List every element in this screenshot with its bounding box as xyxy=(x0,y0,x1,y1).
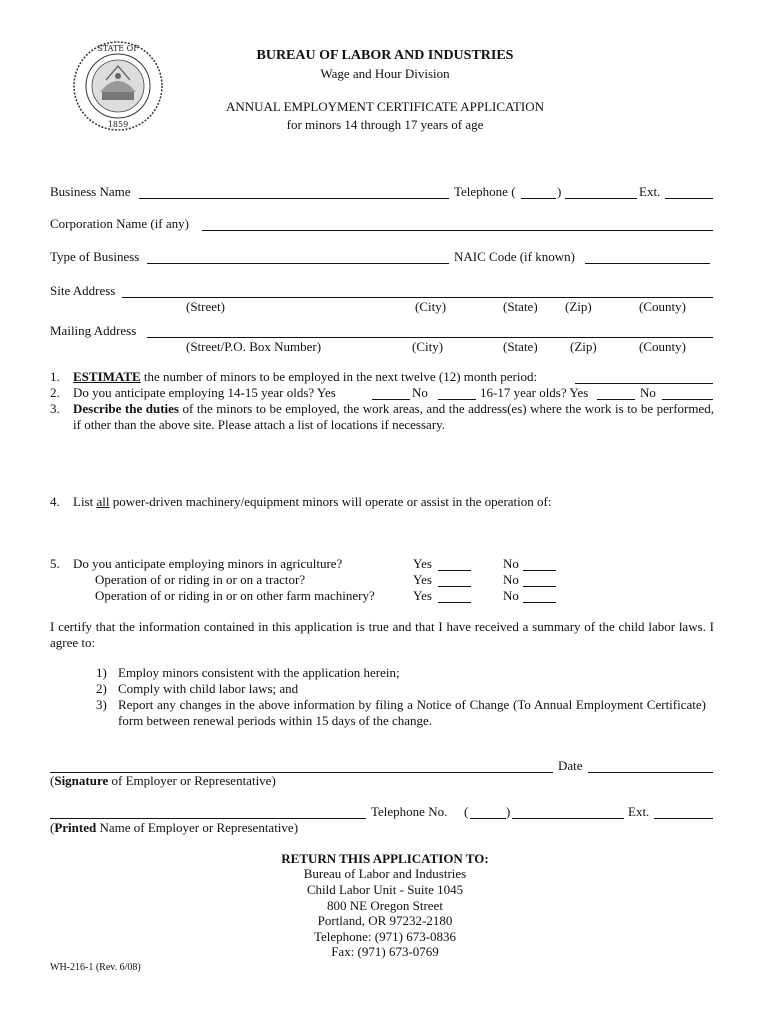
form-subtitle: for minors 14 through 17 years of age xyxy=(286,117,484,132)
q5-row-agriculture-label: Do you anticipate employing minors in agriculture? xyxy=(73,556,343,571)
q5-tractor-no-label: No xyxy=(503,572,519,587)
q1-number: 1. xyxy=(50,369,60,384)
telephone-area-code-field[interactable] xyxy=(521,198,556,199)
printed-name-field[interactable] xyxy=(50,818,366,819)
return-line-bureau: Bureau of Labor and Industries xyxy=(303,866,467,881)
division-title: Wage and Hour Division xyxy=(320,66,450,81)
q5-agriculture-no-field[interactable] xyxy=(523,570,556,571)
printed-ext-field[interactable] xyxy=(654,818,713,819)
mailing-zip-caption: (Zip) xyxy=(570,339,597,354)
q2-yes-14-15-field[interactable] xyxy=(372,399,410,400)
svg-text:1859: 1859 xyxy=(107,120,129,129)
cert-item-3-number: 3) xyxy=(96,697,107,712)
q5-agriculture-yes-label: Yes xyxy=(413,556,432,571)
mailing-county-caption: (County) xyxy=(639,339,686,354)
q2-yes-16-17-field[interactable] xyxy=(597,399,635,400)
return-line-street: 800 NE Oregon Street xyxy=(327,898,443,913)
telephone-no-label: Telephone No. xyxy=(371,804,448,819)
q5-agriculture-yes-field[interactable] xyxy=(438,570,471,571)
signature-caption-paren: ( xyxy=(50,773,55,788)
printed-ext-label: Ext. xyxy=(628,804,650,819)
q1-question: the number of minors to be employed in the next twelve (12) month period: xyxy=(143,369,538,384)
q4-pre: List xyxy=(73,494,94,509)
q2-no-14-15-field[interactable] xyxy=(438,399,476,400)
date-field[interactable] xyxy=(588,772,713,773)
site-city-caption: (City) xyxy=(415,299,447,314)
telephone-label: Telephone ( xyxy=(454,184,516,199)
site-state-caption: (State) xyxy=(503,299,538,314)
site-zip-caption: (Zip) xyxy=(565,299,592,314)
form-title: ANNUAL EMPLOYMENT CERTIFICATE APPLICATION xyxy=(225,99,545,114)
cert-item-1-text: Employ minors consistent with the application herein; xyxy=(118,665,400,680)
q4-answer-area[interactable] xyxy=(73,514,714,554)
printed-caption-paren: ( xyxy=(50,820,55,835)
q1-keyword: ESTIMATE xyxy=(73,369,141,384)
q4-keyword: all xyxy=(96,494,110,509)
q3-text xyxy=(73,401,714,433)
type-of-business-label: Type of Business xyxy=(50,249,140,264)
q3-keyword: Describe the duties xyxy=(73,401,179,416)
telephone-number-field[interactable] xyxy=(565,198,637,199)
printed-name-caption xyxy=(50,820,298,836)
return-line-telephone: Telephone: (971) 673-0836 xyxy=(313,929,457,944)
return-line-fax: Fax: (971) 673-0769 xyxy=(331,944,439,959)
q3-number: 3. xyxy=(50,401,60,416)
cert-item-1-number: 1) xyxy=(96,665,107,680)
q5-machinery-yes-label: Yes xyxy=(413,588,432,603)
q1-text xyxy=(73,369,537,385)
business-name-field[interactable] xyxy=(139,198,449,199)
q4-question: power-driven machinery/equipment minors will operate or assist in the operation of: xyxy=(112,494,552,509)
return-heading: RETURN THIS APPLICATION TO: xyxy=(281,851,489,866)
telephone-paren: ) xyxy=(557,184,562,199)
printed-tel-number-field[interactable] xyxy=(512,818,624,819)
naic-code-field[interactable] xyxy=(585,263,710,264)
q5-machinery-yes-field[interactable] xyxy=(438,602,471,603)
q5-machinery-no-label: No xyxy=(503,588,519,603)
site-address-field[interactable] xyxy=(122,297,713,298)
tel-paren-close: ) xyxy=(506,804,511,819)
ext-field[interactable] xyxy=(665,198,713,199)
q5-row-tractor-label: Operation of or riding in or on a tractor? xyxy=(95,572,306,587)
mailing-address-label: Mailing Address xyxy=(50,323,137,338)
cert-item-3-text: Report any changes in the above information by filing a Notice of Change (To Annual Employment Certificate) form between renewal periods within 15 days of the change. xyxy=(118,697,706,728)
cert-item-2-text: Comply with child labor laws; and xyxy=(118,681,299,696)
q2-no-label: No xyxy=(412,385,428,400)
q5-tractor-yes-label: Yes xyxy=(413,572,432,587)
q2-no2-label: No xyxy=(640,385,656,400)
type-of-business-field[interactable] xyxy=(147,263,449,264)
ext-label: Ext. xyxy=(639,184,661,199)
corporation-name-label: Corporation Name (if any) xyxy=(50,216,189,231)
q2-no-16-17-field[interactable] xyxy=(662,399,713,400)
q4-number: 4. xyxy=(50,494,60,509)
tel-paren-open: ( xyxy=(464,804,469,819)
return-line-unit: Child Labor Unit - Suite 1045 xyxy=(306,882,464,897)
mailing-address-field[interactable] xyxy=(147,337,713,338)
printed-tel-area-field[interactable] xyxy=(470,818,506,819)
q3-answer-area[interactable] xyxy=(73,437,714,487)
date-label: Date xyxy=(558,758,583,773)
printed-caption-key: Printed xyxy=(54,820,97,835)
svg-text:STATE OF: STATE OF xyxy=(97,44,139,53)
bureau-title: BUREAU OF LABOR AND INDUSTRIES xyxy=(256,48,514,63)
q5-tractor-no-field[interactable] xyxy=(523,586,556,587)
form-number: WH-216-1 (Rev. 6/08) xyxy=(50,962,141,973)
q3-question: of the minors to be employed, the work areas, and the address(es) where the work is to be performed, if other than the above site. Please attach a list of locations if necessary. xyxy=(73,401,714,432)
q5-number: 5. xyxy=(50,556,60,571)
signature-caption xyxy=(50,773,276,789)
mailing-city-caption: (City) xyxy=(412,339,444,354)
business-name-label: Business Name xyxy=(50,184,131,199)
q2-text: Do you anticipate employing 14-15 year olds? Yes xyxy=(73,385,336,400)
q5-row-machinery-label: Operation of or riding in or on other farm machinery? xyxy=(95,588,375,603)
cert-item-2-number: 2) xyxy=(96,681,107,696)
site-address-label: Site Address xyxy=(50,283,116,298)
return-line-city: Portland, OR 97232-2180 xyxy=(317,913,453,928)
corporation-name-field[interactable] xyxy=(202,230,713,231)
q2-text-16-17: 16-17 year olds? Yes xyxy=(480,385,589,400)
q2-number: 2. xyxy=(50,385,60,400)
site-street-caption: (Street) xyxy=(186,299,225,314)
q5-machinery-no-field[interactable] xyxy=(523,602,556,603)
signature-caption-key: Signature xyxy=(54,773,109,788)
q1-answer-field[interactable] xyxy=(575,383,713,384)
q5-tractor-yes-field[interactable] xyxy=(438,586,471,587)
printed-caption-text: Name of Employer or Representative) xyxy=(99,820,299,835)
site-county-caption: (County) xyxy=(639,299,686,314)
signature-caption-text: of Employer or Representative) xyxy=(111,773,276,788)
mailing-state-caption: (State) xyxy=(503,339,538,354)
q5-agriculture-no-label: No xyxy=(503,556,519,571)
q4-text xyxy=(73,494,551,510)
mailing-street-caption: (Street/P.O. Box Number) xyxy=(186,339,322,354)
certification-text: I certify that the information contained in this application is true and that I have received a summary of the child labor laws. I agree to: xyxy=(50,619,714,650)
naic-code-label: NAIC Code (if known) xyxy=(454,249,575,264)
